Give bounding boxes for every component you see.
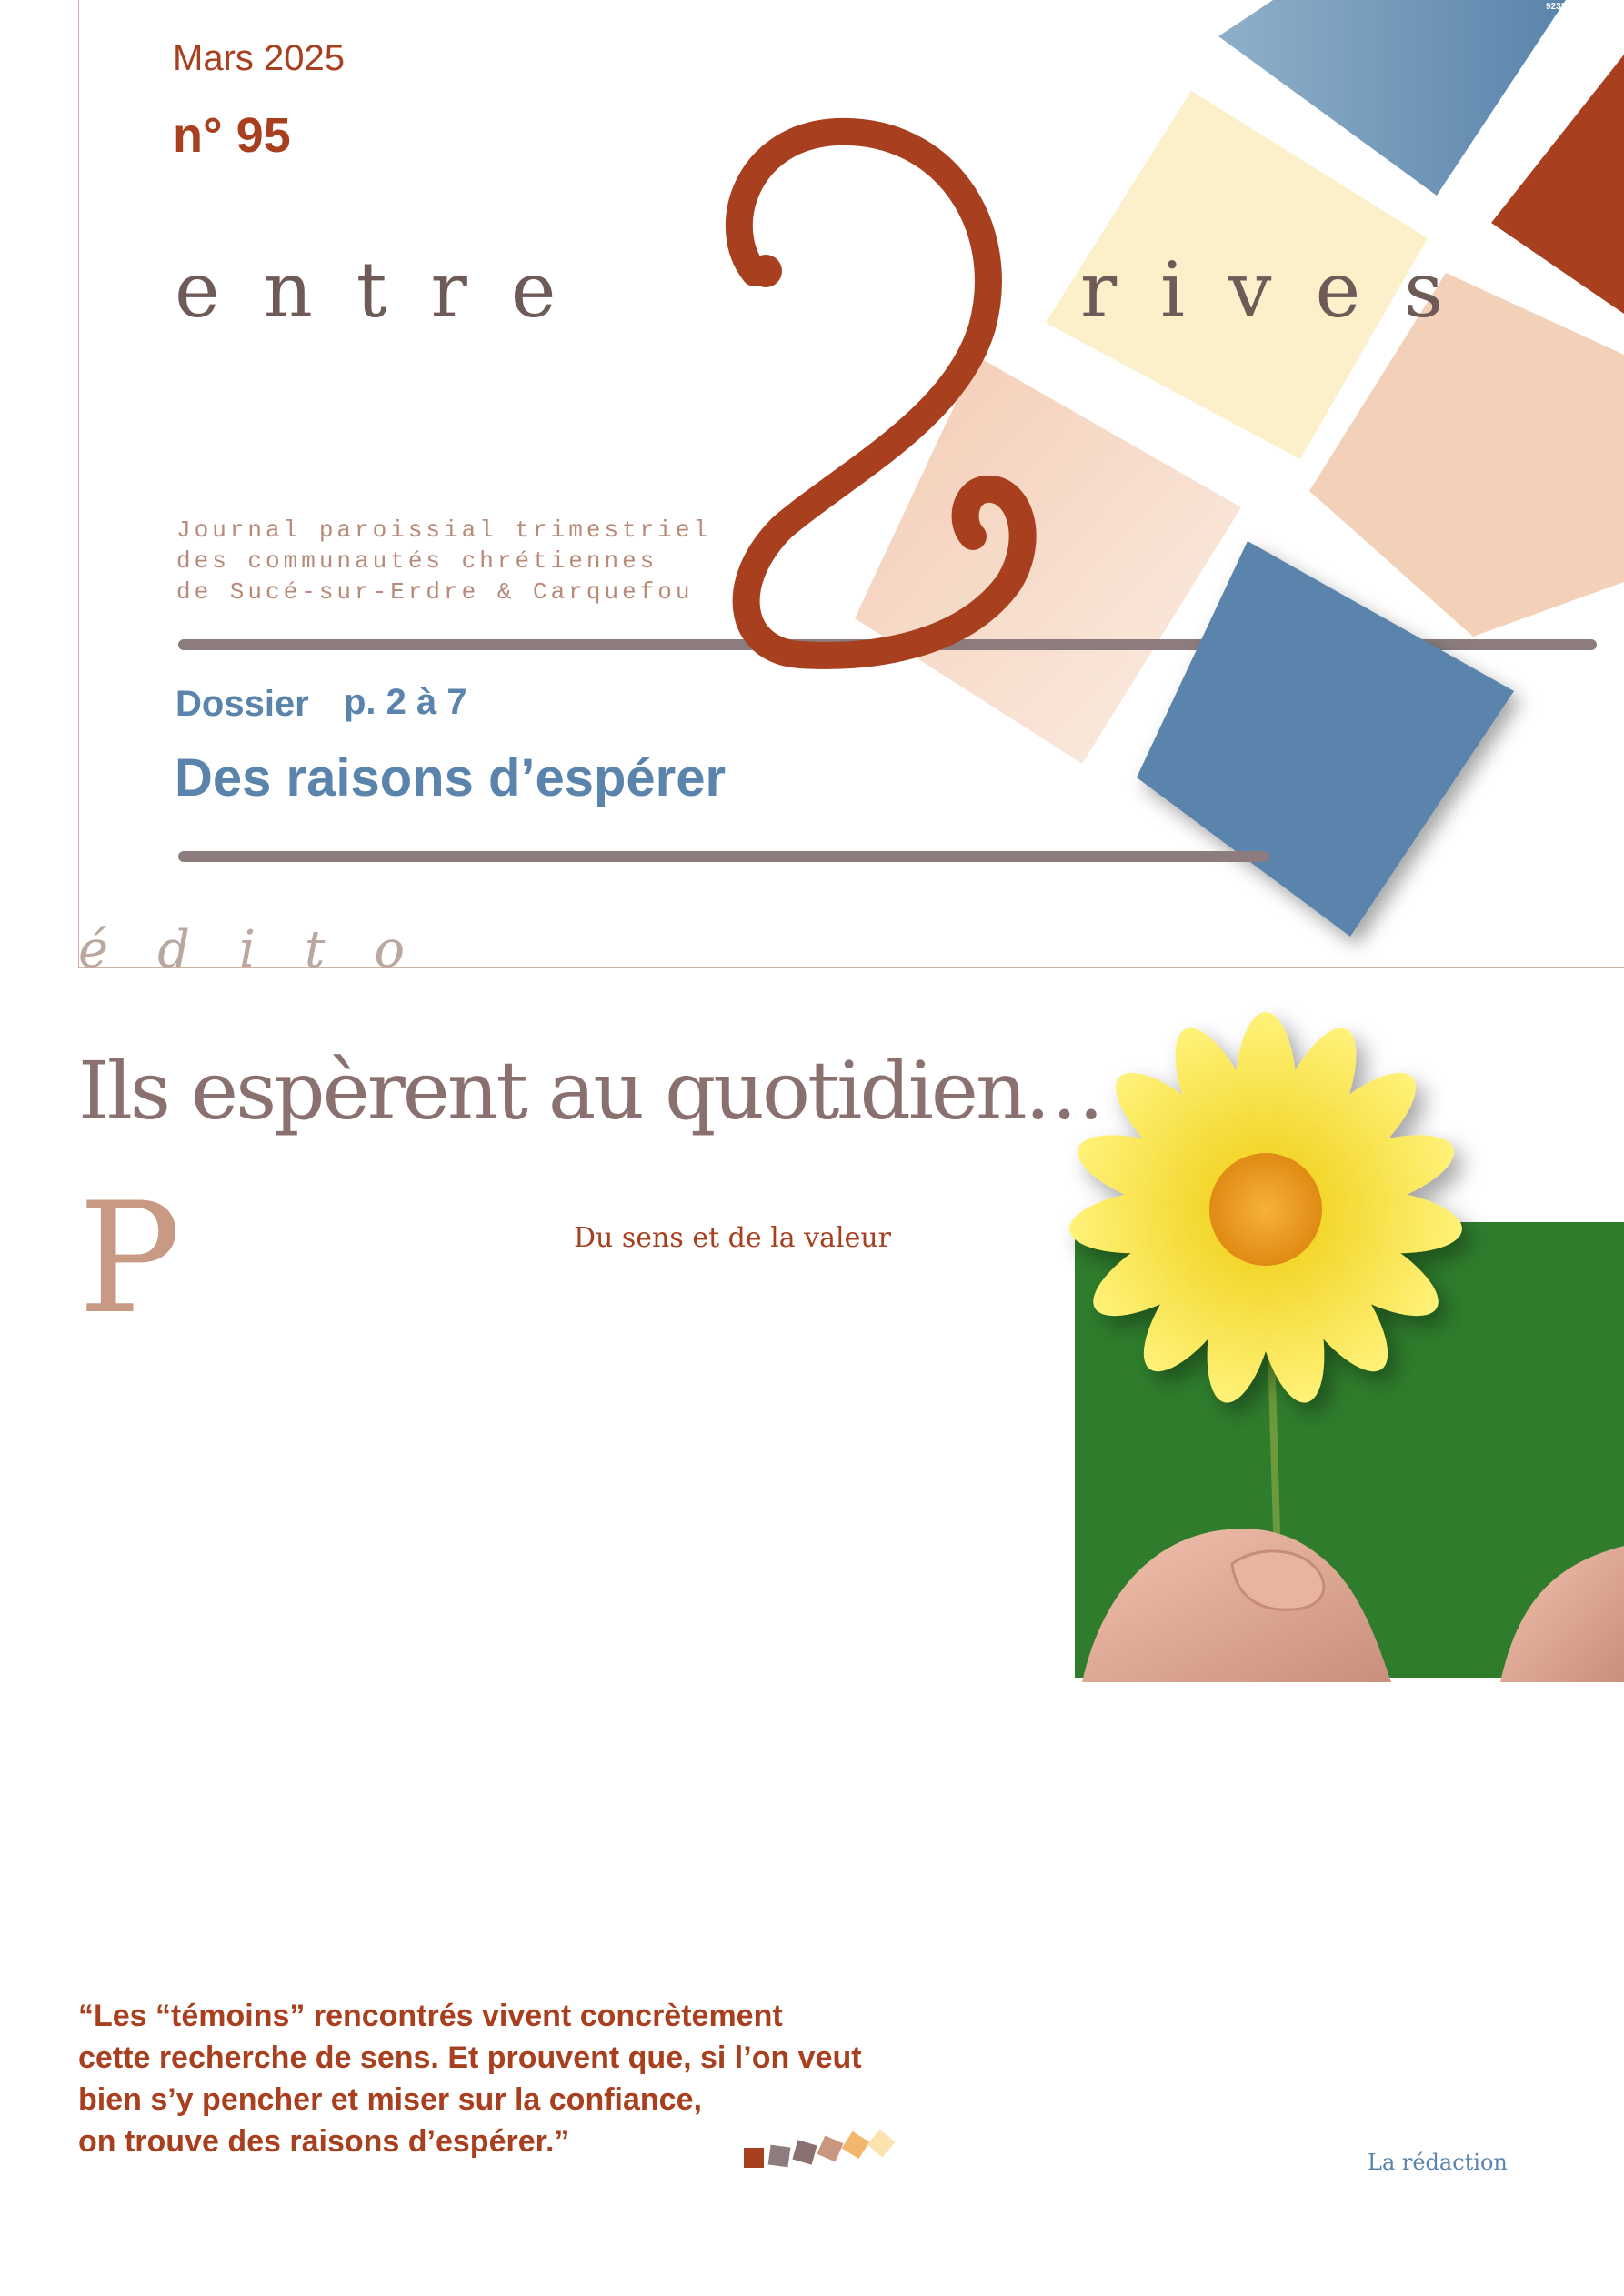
edito-column-2 [574,1191,1010,1291]
two-dot [749,255,782,287]
subtitle-line: Journal paroissial trimestriel [176,516,712,544]
square-icon [744,2148,764,2168]
quote-line: “Les “témoins” rencontrés vivent concrètement [78,1999,783,2033]
edito-title: Ils espèrent au quotidien… [78,1044,1102,1138]
pull-quote [78,1995,951,2162]
quote-line: cette recherche de sens. Et prouvent que, si l’on veut [78,2040,862,2075]
issue-date: Mars 2025 [173,38,345,78]
masthead-subtitle [176,515,711,607]
rust-triangle [1491,55,1624,314]
edito-column-1 [78,1169,513,1348]
rule-bottom [178,851,1269,862]
issue-code: 9232 [1546,2,1567,12]
dossier-pages: p. 2 à 7 [344,682,467,722]
frame-line-vertical [78,0,79,967]
dossier-title: Des raisons d’espérer [175,748,727,807]
subtitle-line: des communautés chrétiennes [176,547,658,575]
signature: La rédaction [1368,2150,1508,2175]
dropcap-letter: P [78,1169,182,1348]
quote-line: on trouve des raisons d’espérer.” [78,2124,570,2159]
dossier-label: Dossier [175,684,309,724]
edito-subhead: Du sens et de la valeur [574,1222,892,1254]
quote-line: bien s’y pencher et miser sur la confiance, [78,2082,702,2117]
section-label-edito: édito [78,920,455,979]
issue-number: n° 95 [173,108,291,163]
masthead-word-left: entre [175,246,600,335]
square-icon [768,2145,791,2168]
daisy-flower-photo [1028,964,1624,1682]
masthead-word-right: rives [1080,246,1488,335]
subtitle-line: de Sucé-sur-Erdre & Carquefou [176,578,694,606]
